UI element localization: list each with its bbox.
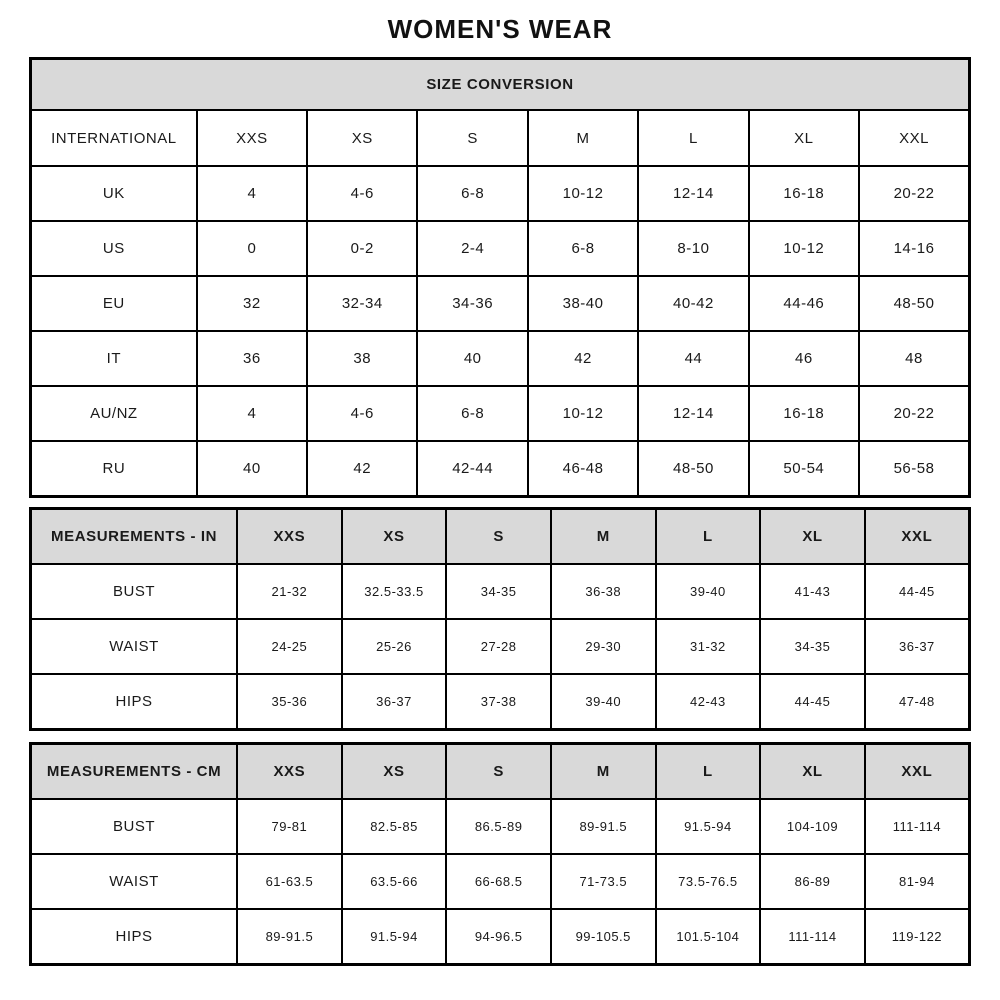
- size-cell: 12-14: [638, 386, 748, 441]
- size-cell: 10-12: [749, 221, 859, 276]
- measurement-cell: 99-105.5: [551, 909, 656, 965]
- size-cell: 4: [197, 386, 307, 441]
- size-cell: 38-40: [528, 276, 638, 331]
- measurement-cell: 66-68.5: [446, 854, 551, 909]
- measurement-cell: 41-43: [760, 564, 865, 619]
- measurement-cell: 34-35: [446, 564, 551, 619]
- measurement-cell: 39-40: [551, 674, 656, 730]
- row-label: WAIST: [31, 854, 238, 909]
- size-column-header: XL: [760, 744, 865, 800]
- measurements-in-header-row: [31, 509, 970, 565]
- size-column-header: M: [551, 744, 656, 800]
- size-column-header: XS: [307, 110, 417, 166]
- measurement-cell: 47-48: [865, 674, 970, 730]
- measurement-cell: 111-114: [760, 909, 865, 965]
- measurement-cell: 44-45: [865, 564, 970, 619]
- size-column-header: XXS: [197, 110, 307, 166]
- size-column-header: L: [638, 110, 748, 166]
- size-cell: 44: [638, 331, 748, 386]
- row-label: IT: [31, 331, 197, 386]
- size-cell: 8-10: [638, 221, 748, 276]
- table-row-aunz: [31, 386, 970, 441]
- table-row-hips-in: [31, 674, 970, 730]
- measurement-cell: 34-35: [760, 619, 865, 674]
- measurement-cell: 86-89: [760, 854, 865, 909]
- row-label: UK: [31, 166, 197, 221]
- size-column-header: XXL: [865, 744, 970, 800]
- size-cell: 4-6: [307, 386, 417, 441]
- measurement-cell: 104-109: [760, 799, 865, 854]
- measurement-cell: 27-28: [446, 619, 551, 674]
- column-header-international: INTERNATIONAL: [31, 110, 197, 166]
- row-label: HIPS: [31, 674, 238, 730]
- size-column-header: XS: [342, 509, 447, 565]
- measurement-cell: 63.5-66: [342, 854, 447, 909]
- size-conversion-table: [29, 57, 971, 498]
- measurement-cell: 81-94: [865, 854, 970, 909]
- measurement-cell: 21-32: [237, 564, 342, 619]
- measurement-cell: 32.5-33.5: [342, 564, 447, 619]
- size-column-header: XXL: [859, 110, 969, 166]
- measurement-cell: 31-32: [656, 619, 761, 674]
- size-cell: 6-8: [417, 166, 527, 221]
- measurement-cell: 101.5-104: [656, 909, 761, 965]
- table-row-it: [31, 331, 970, 386]
- measurements-in-table: [29, 507, 971, 731]
- size-conversion-banner: SIZE CONVERSION: [31, 59, 970, 111]
- size-cell: 50-54: [749, 441, 859, 497]
- measurement-cell: 71-73.5: [551, 854, 656, 909]
- measurements-cm-table: [29, 742, 971, 966]
- size-column-header: XXL: [865, 509, 970, 565]
- table-row-bust-cm: [31, 799, 970, 854]
- table-row-bust-in: [31, 564, 970, 619]
- size-cell: 2-4: [417, 221, 527, 276]
- size-cell: 32: [197, 276, 307, 331]
- size-column-header: L: [656, 744, 761, 800]
- measurement-cell: 36-38: [551, 564, 656, 619]
- size-cell: 0: [197, 221, 307, 276]
- size-cell: 48-50: [638, 441, 748, 497]
- row-label: BUST: [31, 799, 238, 854]
- measurement-cell: 44-45: [760, 674, 865, 730]
- size-cell: 14-16: [859, 221, 969, 276]
- row-label: RU: [31, 441, 197, 497]
- table-row-waist-in: [31, 619, 970, 674]
- size-cell: 0-2: [307, 221, 417, 276]
- column-header-measurements-cm: MEASUREMENTS - CM: [31, 744, 238, 800]
- size-cell: 20-22: [859, 166, 969, 221]
- size-cell: 40: [197, 441, 307, 497]
- measurement-cell: 61-63.5: [237, 854, 342, 909]
- size-cell: 12-14: [638, 166, 748, 221]
- size-cell: 48: [859, 331, 969, 386]
- row-label: EU: [31, 276, 197, 331]
- measurement-cell: 82.5-85: [342, 799, 447, 854]
- measurement-cell: 91.5-94: [342, 909, 447, 965]
- size-cell: 4: [197, 166, 307, 221]
- measurement-cell: 24-25: [237, 619, 342, 674]
- size-column-header: S: [446, 744, 551, 800]
- measurements-cm-header-row: [31, 744, 970, 800]
- row-label: WAIST: [31, 619, 238, 674]
- table-row-eu: [31, 276, 970, 331]
- measurement-cell: 86.5-89: [446, 799, 551, 854]
- size-cell: 48-50: [859, 276, 969, 331]
- measurement-cell: 91.5-94: [656, 799, 761, 854]
- size-cell: 6-8: [417, 386, 527, 441]
- measurement-cell: 89-91.5: [551, 799, 656, 854]
- size-conversion-columns-row: [31, 110, 970, 166]
- size-cell: 38: [307, 331, 417, 386]
- size-cell: 32-34: [307, 276, 417, 331]
- page-title: WOMEN'S WEAR: [387, 14, 613, 44]
- size-column-header: S: [417, 110, 527, 166]
- row-label: BUST: [31, 564, 238, 619]
- size-cell: 40: [417, 331, 527, 386]
- size-column-header: XL: [760, 509, 865, 565]
- row-label: HIPS: [31, 909, 238, 965]
- size-column-header: S: [446, 509, 551, 565]
- measurement-cell: 29-30: [551, 619, 656, 674]
- measurement-cell: 35-36: [237, 674, 342, 730]
- measurement-cell: 25-26: [342, 619, 447, 674]
- size-cell: 10-12: [528, 166, 638, 221]
- size-cell: 42: [528, 331, 638, 386]
- size-cell: 46: [749, 331, 859, 386]
- measurement-cell: 36-37: [865, 619, 970, 674]
- measurement-cell: 73.5-76.5: [656, 854, 761, 909]
- measurement-cell: 39-40: [656, 564, 761, 619]
- table-row-uk: [31, 166, 970, 221]
- size-cell: 56-58: [859, 441, 969, 497]
- size-cell: 44-46: [749, 276, 859, 331]
- measurement-cell: 42-43: [656, 674, 761, 730]
- size-column-header: L: [656, 509, 761, 565]
- size-cell: 40-42: [638, 276, 748, 331]
- measurement-cell: 36-37: [342, 674, 447, 730]
- size-column-header: XXS: [237, 509, 342, 565]
- table-row-hips-cm: [31, 909, 970, 965]
- size-cell: 46-48: [528, 441, 638, 497]
- measurement-cell: 111-114: [865, 799, 970, 854]
- size-column-header: M: [528, 110, 638, 166]
- row-label: AU/NZ: [31, 386, 197, 441]
- table-row-ru: [31, 441, 970, 497]
- table-row-us: [31, 221, 970, 276]
- size-cell: 4-6: [307, 166, 417, 221]
- size-column-header: XS: [342, 744, 447, 800]
- measurement-cell: 89-91.5: [237, 909, 342, 965]
- size-cell: 10-12: [528, 386, 638, 441]
- size-column-header: M: [551, 509, 656, 565]
- table-row-waist-cm: [31, 854, 970, 909]
- row-label: US: [31, 221, 197, 276]
- size-cell: 36: [197, 331, 307, 386]
- size-cell: 34-36: [417, 276, 527, 331]
- measurement-cell: 94-96.5: [446, 909, 551, 965]
- size-conversion-banner-row: [31, 59, 970, 111]
- measurement-cell: 79-81: [237, 799, 342, 854]
- size-column-header: XL: [749, 110, 859, 166]
- measurement-cell: 119-122: [865, 909, 970, 965]
- measurement-cell: 37-38: [446, 674, 551, 730]
- size-cell: 42: [307, 441, 417, 497]
- size-cell: 16-18: [749, 386, 859, 441]
- size-cell: 6-8: [528, 221, 638, 276]
- column-header-measurements-in: MEASUREMENTS - IN: [31, 509, 238, 565]
- size-cell: 42-44: [417, 441, 527, 497]
- size-cell: 16-18: [749, 166, 859, 221]
- size-column-header: XXS: [237, 744, 342, 800]
- size-cell: 20-22: [859, 386, 969, 441]
